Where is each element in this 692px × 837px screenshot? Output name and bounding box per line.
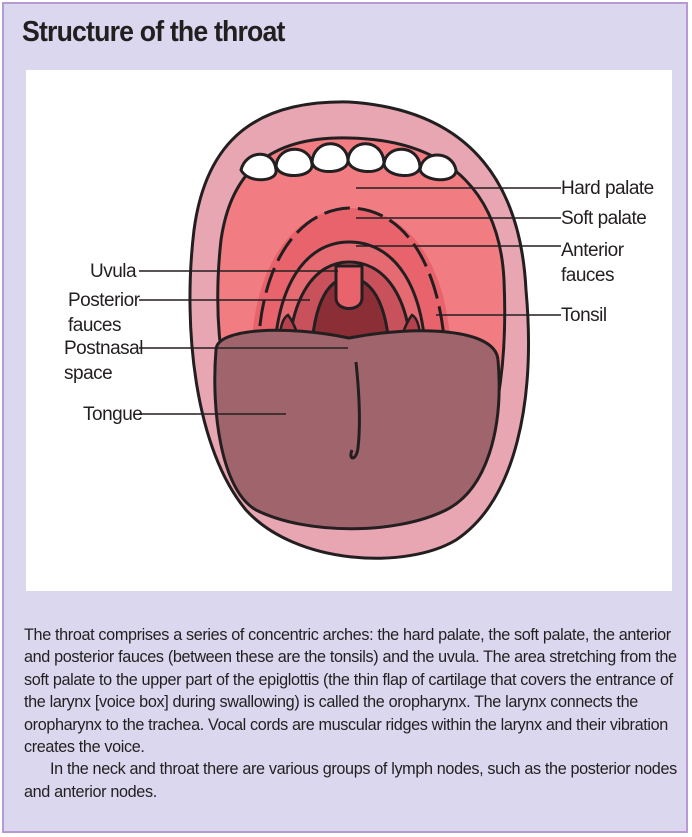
throat-diagram [26, 70, 672, 591]
info-panel [2, 2, 688, 833]
paragraph-1: The throat comprises a series of concentric arches: the hard palate, the soft palate, the anterior and posterior fauces (between these are the tonsils) and the uvula. The area stretching from the soft palate to the upper part of the epiglottis (the thin flap of cartilage that covers the entrance of the larynx [voice box] during swallowing) is called the oropharynx. The larynx connects the oropharynx to the trachea. Vocal cords are muscular ridges within the larynx and their vibration creates the voice. [24, 626, 677, 757]
label-anterior-fauces-line1: Anterior [561, 240, 624, 261]
label-tonsil: Tonsil [561, 305, 607, 326]
throat-illustration [26, 70, 672, 591]
label-tongue: Tongue [83, 404, 143, 425]
label-uvula: Uvula [90, 261, 137, 282]
uvula [336, 266, 362, 309]
label-postnasal-space-line1: Postnasal [64, 338, 143, 359]
label-postnasal-space-line2: space [64, 363, 113, 384]
label-posterior-fauces-line1: Posterior [68, 290, 140, 311]
label-posterior-fauces-line2: fauces [68, 315, 121, 336]
panel-title: Structure of the throat [22, 16, 285, 48]
label-anterior-fauces-line2: fauces [561, 265, 614, 286]
tongue [215, 330, 499, 528]
label-hard-palate: Hard palate [561, 178, 654, 199]
label-soft-palate: Soft palate [561, 208, 647, 229]
paragraph-2: In the neck and throat there are various groups of lymph nodes, such as the posterior nodes and anterior nodes. [24, 760, 677, 801]
description-text [24, 624, 680, 803]
